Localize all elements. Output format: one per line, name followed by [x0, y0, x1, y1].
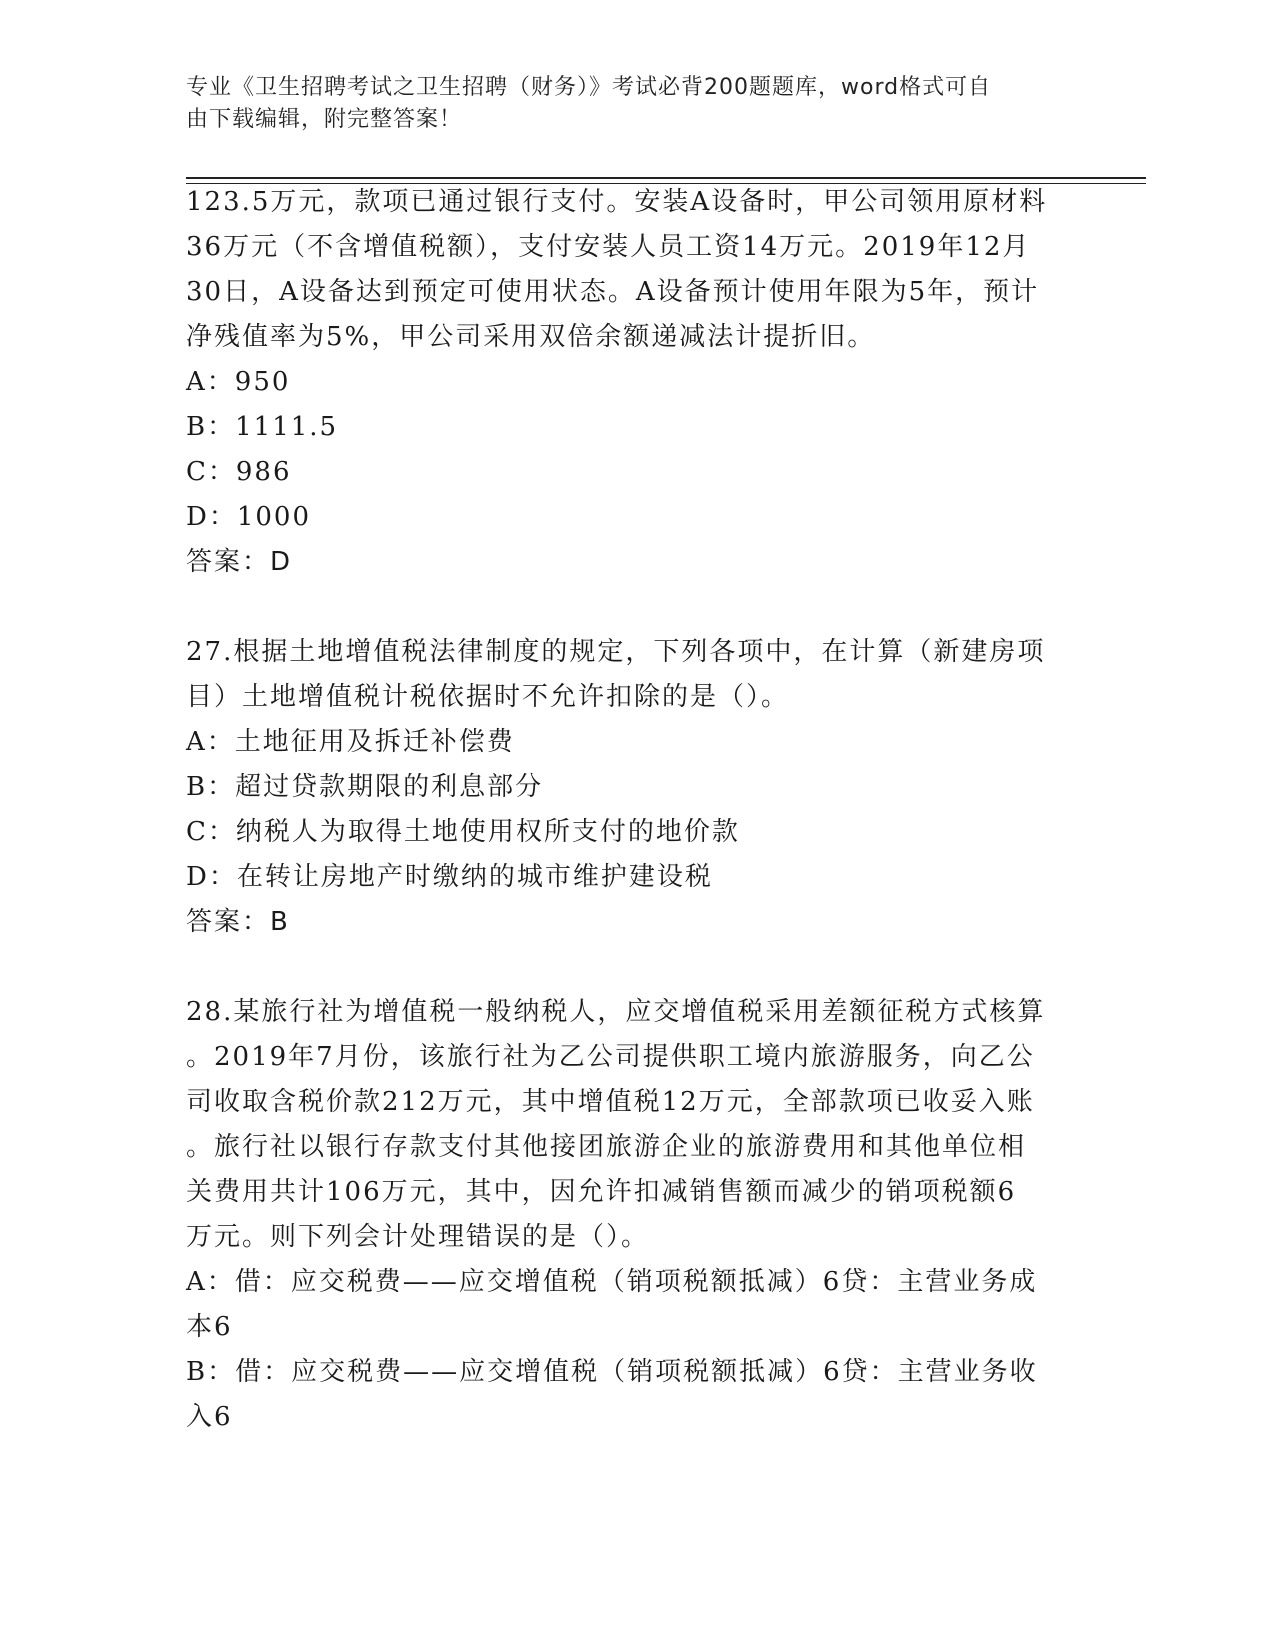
question-text-line: 36万元（不含增值税额），支付安装人员工资14万元。2019年12月: [186, 232, 1031, 262]
option-a: A：950: [186, 367, 291, 397]
option-a-continued: 本6: [186, 1312, 233, 1342]
question-continuation: [186, 180, 1086, 540]
question-text-line: 123.5万元，款项已通过银行支付。安装A设备时，甲公司领用原材料: [186, 187, 1048, 217]
question-28: [186, 990, 1086, 1440]
header-line-2: 由下载编辑，附完整答案！: [186, 107, 463, 132]
question-text-line: 28.某旅行社为增值税一般纳税人，应交增值税采用差额征税方式核算: [186, 997, 1046, 1027]
option-b: B：超过贷款期限的利息部分: [186, 772, 544, 802]
question-text-line: 净残值率为5%，甲公司采用双倍余额递减法计提折旧。: [186, 322, 876, 352]
option-c: C：纳税人为取得土地使用权所支付的地价款: [186, 817, 740, 847]
question-text-line: 。旅行社以银行存款支付其他接团旅游企业的旅游费用和其他单位相: [186, 1132, 1027, 1162]
option-a: A：借：应交税费——应交增值税（销项税额抵减）6贷：主营业务成: [186, 1267, 1038, 1297]
question-text-line: 目）土地增值税计税依据时不允许扣除的是（）。: [186, 682, 790, 712]
question-text-line: 万元。则下列会计处理错误的是（）。: [186, 1222, 650, 1252]
option-d: D：1000: [186, 502, 312, 532]
option-d: D：在转让房地产时缴纳的城市维护建设税: [186, 862, 713, 892]
question-text-line: 30日，A设备达到预定可使用状态。A设备预计使用年限为5年，预计: [186, 277, 1040, 307]
option-b: B：1111.5: [186, 412, 339, 442]
option-b-continued: 入6: [186, 1402, 233, 1432]
header-line-1: 专业《卫生招聘考试之卫生招聘（财务）》考试必背200题题库，word格式可自: [186, 75, 992, 100]
question-27: [186, 630, 1086, 900]
option-a: A：土地征用及拆迁补偿费: [186, 727, 515, 757]
answer-continuation: 答案：D: [186, 547, 293, 577]
option-b: B：借：应交税费——应交增值税（销项税额抵减）6贷：主营业务收: [186, 1357, 1038, 1387]
question-text-line: 27.根据土地增值税法律制度的规定，下列各项中，在计算（新建房项: [186, 637, 1046, 667]
question-text-line: 司收取含税价款212万元，其中增值税12万元，全部款项已收妥入账: [186, 1087, 1035, 1117]
header-rule-thick: [186, 177, 1146, 179]
answer-27: 答案：B: [186, 907, 290, 937]
question-text-line: 关费用共计106万元，其中，因允许扣减销售额而减少的销项税额6: [186, 1177, 1017, 1207]
option-c: C：986: [186, 457, 292, 487]
question-text-line: 。2019年7月份，该旅行社为乙公司提供职工境内旅游服务，向乙公: [186, 1042, 1035, 1072]
page-header: [186, 72, 1066, 136]
